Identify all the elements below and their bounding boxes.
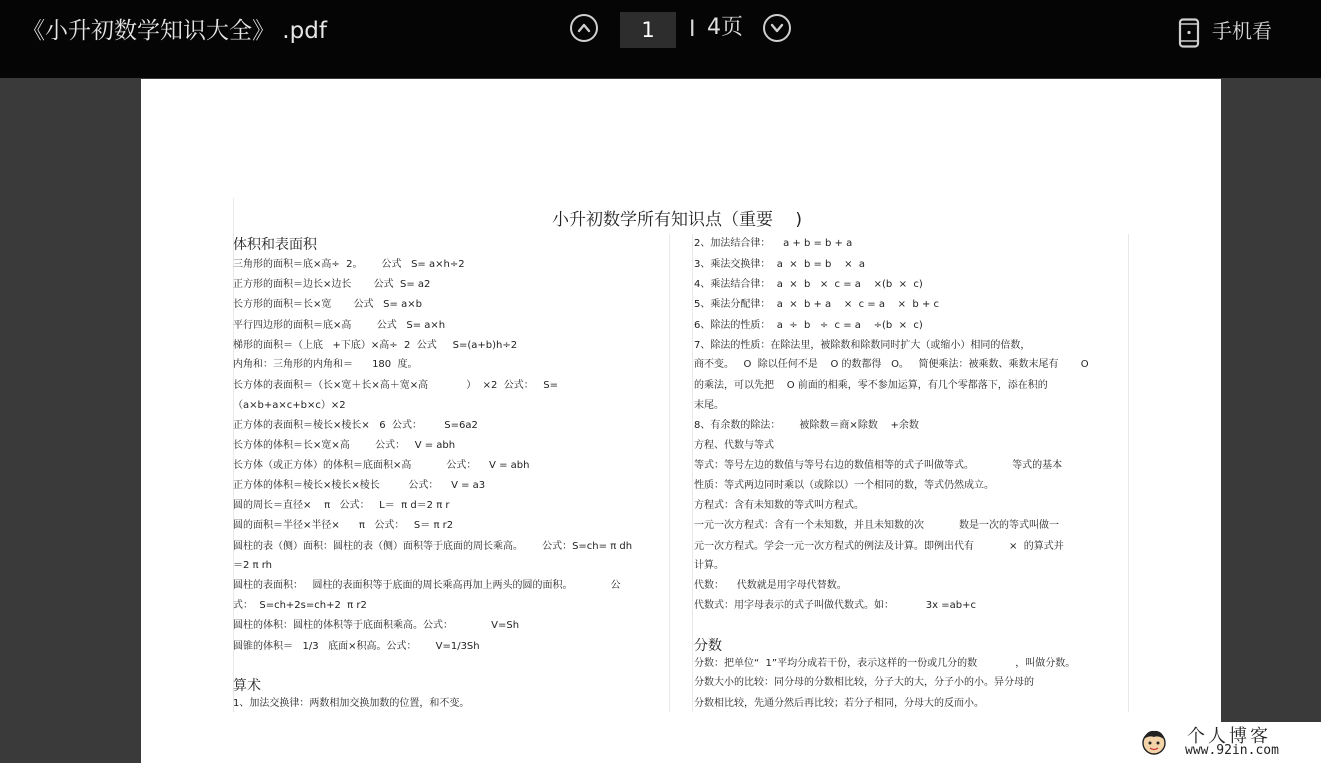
column-border xyxy=(1128,234,1129,712)
text-line: 正方体的体积＝棱长×棱长×棱长 公式： V = a3 xyxy=(233,480,486,491)
text-line: 1、加法交换律：两数相加交换加数的位置，和不变。 xyxy=(233,698,470,709)
text-line: 等式：等号左边的数值与等号右边的数值相等的式子叫做等式。 等式的基本 xyxy=(694,460,1063,471)
text-line: 3、乘法交换律： a × b = b × a xyxy=(694,259,865,270)
section-heading: 分数 xyxy=(694,638,722,654)
page-separator: I xyxy=(689,17,696,42)
text-line: 4、乘法结合律： a × b × c = a ×(b × c) xyxy=(694,279,923,290)
text-line: 5、乘法分配律： a × b + a × c = a × b + c xyxy=(694,299,939,310)
text-line: 计算。 xyxy=(694,560,724,571)
chevron-down-icon xyxy=(769,20,785,36)
column-border xyxy=(233,198,234,712)
top-toolbar xyxy=(0,0,1321,78)
column-border xyxy=(692,234,693,712)
text-line: 式： S=ch+2s=ch+2 π r2 xyxy=(233,600,367,611)
previous-page-button[interactable] xyxy=(570,14,598,42)
text-line: 正方形的面积＝边长×边长 公式 S= a2 xyxy=(233,279,431,290)
text-line: 长方体的表面积＝（长×宽＋长×高＋宽×高 ） ×2 公式： S= xyxy=(233,380,558,391)
section-heading: 算术 xyxy=(233,678,261,694)
text-line: 代数式：用字母表示的式子叫做代数式。如： 3x =ab+c xyxy=(694,600,976,611)
section-heading: 体积和表面积 xyxy=(233,237,317,253)
text-line: 的乘法，可以先把 O 前面的相乘，零不参加运算，有几个零都落下，添在积的 xyxy=(694,380,1048,391)
text-line: 长方体的体积＝长×宽×高 公式： V = abh xyxy=(233,440,456,451)
text-line: 6、除法的性质： a ÷ b ÷ c = a ÷(b × c) xyxy=(694,320,923,331)
text-line: 分数大小的比较：同分母的分数相比较，分子大的大，分子小的小。异分母的 xyxy=(694,677,1034,688)
chevron-up-icon xyxy=(576,20,592,36)
phone-icon xyxy=(1178,18,1200,48)
text-line: 性质：等式两边同时乘以（或除以）一个相同的数，等式仍然成立。 xyxy=(694,480,994,491)
text-line: （a×b+a×c+b×c）×2 xyxy=(233,400,346,411)
total-pages: 4页 xyxy=(707,15,743,40)
page-heading: 小升初数学所有知识点（重要 ) xyxy=(552,210,803,230)
text-line: ＝2 π rh xyxy=(233,560,273,571)
text-line: 长方形的面积＝长×宽 公式 S= a×b xyxy=(233,299,422,310)
text-line: 圆柱的表（侧）面积：圆柱的表（侧）面积等于底面的周长乘高。 公式：S=ch= π dh xyxy=(233,541,633,552)
text-line: 元一次方程式。学会一元一次方程式的例法及计算。即例出代有 × 的算式并 xyxy=(694,541,1064,552)
text-line: 圆的面积＝半径×半径× π 公式： S＝ π r2 xyxy=(233,520,454,531)
text-line: 分数：把单位“ 1”平均分成若干份，表示这样的一份或几分的数 ，叫做分数。 xyxy=(694,658,1076,669)
watermark-title: 个人博客 xyxy=(1187,726,1271,747)
text-line: 2、加法结合律： a + b = b + a xyxy=(694,238,853,249)
text-line: 圆的周长＝直径× π 公式： L＝ π d＝2 π r xyxy=(233,500,450,511)
text-line: 梯形的面积＝（上底 +下底）×高÷ 2 公式 S=(a+b)h÷2 xyxy=(233,340,518,351)
watermark-logo xyxy=(1127,722,1321,763)
text-line: 圆柱的体积：圆柱的体积等于底面积乘高。公式： V=Sh xyxy=(233,620,520,631)
watermark-url: www.92in.com xyxy=(1185,743,1279,758)
text-line: 方程式：含有未知数的等式叫方程式。 xyxy=(694,500,864,511)
text-line: 末尾。 xyxy=(694,400,724,411)
text-line: 代数： 代数就是用字母代替数。 xyxy=(694,580,847,591)
page-number-input[interactable] xyxy=(620,12,676,48)
text-line: 分数相比较，先通分然后再比较；若分子相同，分母大的反而小。 xyxy=(694,698,984,709)
pdf-page xyxy=(141,79,1221,763)
text-line: 8、有余数的除法： 被除数＝商×除数 +余数 xyxy=(694,420,919,431)
text-line: 商不变。 O 除以任何不是 O 的数都得 O。 简便乘法：被乘数、乘数末尾有 O xyxy=(694,359,1089,370)
text-line: 圆锥的体积＝ 1/3 底面×积高。公式： V=1/3Sh xyxy=(233,641,480,652)
text-line: 三角形的面积＝底×高÷ 2。 公式 S= a×h÷2 xyxy=(233,259,465,270)
text-line: 正方体的表面积＝棱长×棱长× 6 公式： S=6a2 xyxy=(233,420,478,431)
next-page-button[interactable] xyxy=(763,14,791,42)
mobile-view-label: 手机看 xyxy=(1212,19,1272,43)
text-line: 方程、代数与等式 xyxy=(694,440,774,451)
document-title: 《小升初数学知识大全》 .pdf xyxy=(22,18,327,44)
text-line: 圆柱的表面积： 圆柱的表面积等于底面的周长乘高再加上两头的圆的面积。 公 xyxy=(233,580,621,591)
text-line: 长方体（或正方体）的体积＝底面积×高 公式： V = abh xyxy=(233,460,530,471)
column-border xyxy=(669,234,670,712)
text-line: 一元一次方程式：含有一个未知数，并且未知数的次 数是一次的等式叫做一 xyxy=(694,520,1059,531)
text-line: 内角和：三角形的内角和＝ 180 度。 xyxy=(233,359,418,370)
avatar-icon xyxy=(1139,728,1169,756)
text-line: 7、除法的性质：在除法里，被除数和除数同时扩大（或缩小）相同的倍数， xyxy=(694,340,1031,351)
text-line: 平行四边形的面积＝底×高 公式 S= a×h xyxy=(233,320,446,331)
